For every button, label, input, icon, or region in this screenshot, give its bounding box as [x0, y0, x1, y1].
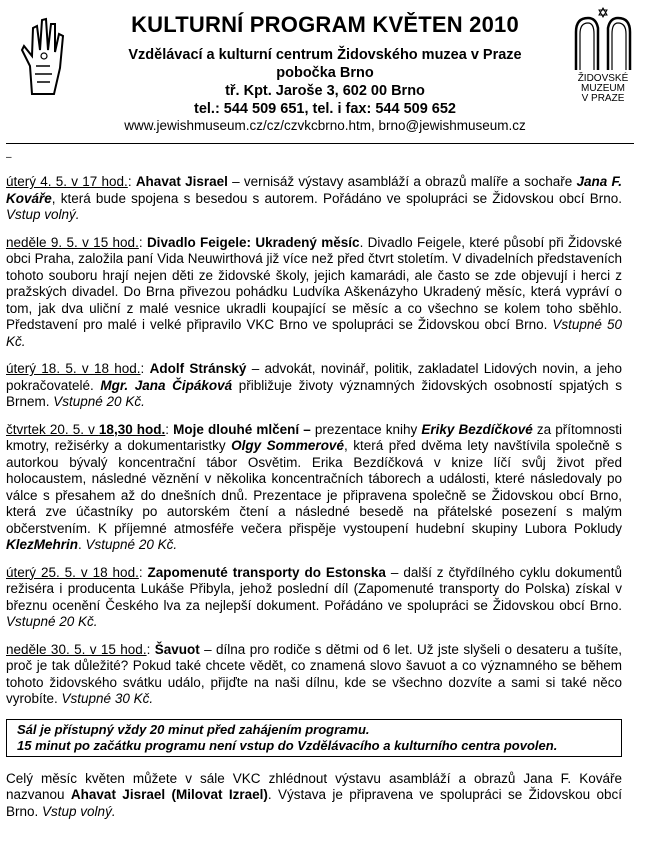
- event-text: prezentace knihy: [310, 421, 422, 437]
- access-notice-box: [6, 719, 622, 757]
- address: tř. Kpt. Jaroše 3, 602 00 Brno: [225, 83, 425, 99]
- event-person: Mgr. Jana Čipáková: [100, 377, 233, 393]
- notice-line: Sál je přístupný vždy 20 minut před zahájením programu.: [17, 721, 370, 737]
- event-text: – advokát, novinář, politik, zakladatel Lidových novin, a jeho pokračovatelé.: [6, 361, 622, 393]
- event-text: přibližuje životy významných židovských osobností spjatých s Brnem.: [6, 377, 622, 409]
- event-title: Šavuot: [154, 641, 200, 657]
- event-title: Zapomenuté transporty do Estonska: [147, 564, 386, 580]
- event-entry: Vstupné 30 Kč.: [61, 691, 154, 706]
- hand-logo-icon: [6, 6, 76, 98]
- page-header: [0, 0, 650, 140]
- center-name: Vzdělávací a kulturní centrum Židovského muzea v Praze: [128, 47, 522, 63]
- logo-line-2: MUZEUM: [581, 83, 625, 94]
- page-title: KULTURNÍ PROGRAM KVĚTEN 2010: [131, 12, 519, 37]
- event-title: Adolf Stránský: [149, 361, 247, 376]
- closing-text: Celý měsíc květen můžete v sále VKC zhlédnout výstavu asambláží a obrazů Jana F. Kováře nazvanou: [6, 770, 622, 802]
- event-date: úterý 18. 5. v 18 hod.: [6, 361, 141, 376]
- event-entry: Vstupné 20 Kč.: [53, 394, 145, 409]
- jewish-museum-logo-icon: [566, 4, 640, 102]
- center-address-block: [90, 46, 560, 118]
- event-date-day: čtvrtek 20. 5. v: [6, 421, 99, 437]
- event-date: [6, 422, 165, 437]
- program-content: [6, 174, 622, 831]
- event-item: úterý 18. 5. v 18 hod.: Adolf Stránský – advokát, novinář, politik, zakladatel Lidových novin, a jeho pokračovatelé. Mgr. Jana Čipáková přibližuje životy významných židovských osobností spjatých s Brnem. Vstupné 20 Kč.: [6, 361, 622, 409]
- event-text: .: [78, 537, 86, 552]
- event-director: Olgy Sommerové: [231, 438, 344, 453]
- event-text: – dílna pro rodiče s dětmi od 6 let. Už jste slyšeli o desateru a tušíte, proč je tak důležité? Pokud také chcete vědět, co znamená slovo šavuot a co významného se během tohoto židovského svátku událo, přijďte na naši dílnu, kde se všechno dozvíte a sami si také něco vyrobíte.: [6, 641, 622, 706]
- event-item: neděle 9. 5. v 15 hod.: Divadlo Feigele: Ukradený měsíc. Divadlo Feigele, které působí při Židovské obci Praha, založila paní Vida Neuwirthová již více než před čtvrt stoletím. V divadelních představeních tohoto souboru hrají nejen děti ze židovské školy, jejich kamarádi, ale často se zde objevují i herci z pražských divadel. Do Brna přivezou pohádku Ludvíka Aškenázyho Ukradený měsíc, která vypráví o tom, jak dva uliční z malé vesnice ukradli koupající se měsíc a co všechno se kolem toho sběhlo. Představení pro malé i velké připravilo VKC Brno ve spolupráci se Židovskou obcí Brno. Vstupné 50 Kč.: [6, 234, 622, 349]
- event-item: čtvrtek 20. 5. v 18,30 hod.: Moje dlouhé mlčení – prezentace knihy Eriky Bezdíčkové za přítomnosti kmotry, režisérky a dokumentaristky Olgy Sommerové, která před dvěma lety navštívila společně s autorkou bývalý koncentrační tábor Osvětim. Erika Bezdíčková v knize líčí svůj život před holocaustem, následné věznění v několika koncentračních táborech a události, které následovaly po válce s přesahem až do dnešních dnů. Prezentace je připravena společně se Židovskou obcí Brno, která zve účastníky po autorském čtení a následné besedě na přátelské posezení s malým občerstvením. K příjemné atmosféře večera přispěje vystoupení hudební skupiny Lubora Pokludy KlezMehrin. Vstupné 20 Kč.: [6, 421, 622, 552]
- event-date-time: 18,30 hod.: [98, 421, 166, 437]
- event-item: úterý 25. 5. v 18 hod.: Zapomenuté transporty do Estonska – další z čtyřdílného cyklu dokumentů režiséra i producenta Lukáše Přibyla, jehož poslední díl (Zapomenuté transporty do Polska) získal v březnu ocenění Českého lva za nejlepší dokument. Pořádáno ve spolupráci se Židovskou obcí Brno. Vstupné 20 Kč.: [6, 564, 622, 629]
- branch-name: pobočka Brno: [276, 65, 374, 81]
- event-date: neděle 9. 5. v 15 hod.: [6, 234, 139, 250]
- event-text: za přítomnosti kmotry, režisérky a dokumentaristky: [6, 421, 622, 453]
- small-dash-marker: –: [6, 152, 12, 163]
- logo-line-3: V PRAZE: [581, 93, 625, 102]
- event-title: Moje dlouhé mlčení –: [173, 421, 311, 437]
- event-date: úterý 4. 5. v 17 hod.: [6, 174, 128, 189]
- event-item: neděle 30. 5. v 15 hod.: Šavuot – dílna pro rodiče s dětmi od 6 let. Už jste slyšeli o desateru a tušíte, proč je tak důležité? Pokud také chcete vědět, co znamená slovo šavuot a co významného se během tohoto židovského svátku událo, přijďte na naši dílnu, kde se všechno dozvíte a sami si také něco vyrobíte. Vstupné 30 Kč.: [6, 641, 622, 706]
- event-text: – vernisáž výstavy asambláží a obrazů malíře a sochaře: [227, 174, 577, 189]
- event-date: úterý 25. 5. v 18 hod.: [6, 564, 139, 580]
- closing-text: . Výstava je připravena ve spolupráci se Židovskou obcí Brno.: [6, 787, 622, 819]
- web-and-email[interactable]: www.jewishmuseum.cz/cz/czvkcbrno.htm, brno@jewishmuseum.cz: [124, 118, 526, 133]
- event-text: . Divadlo Feigele, které působí při Židovské obci Praha, založila paní Vida Neuwirthová již více než před čtvrt stoletím. V divadelních představeních tohoto souboru hrají nejen děti ze židovské školy, jejich kamarádi, ale často se zde objevují i herci z pražských divadel. Do Brna přivezou pohádku Ludvíka Aškenázyho Ukradený měsíc, která vypráví o tom, jak dva uliční z malé vesnice ukradli koupající se měsíc a co všechno se kolem toho sběhlo. Představení pro malé i velké připravilo VKC Brno ve spolupráci se Židovskou obcí Brno.: [6, 234, 622, 332]
- exhibition-title: Ahavat Jisrael (Milovat Izrael): [70, 787, 268, 802]
- event-author: Eriky Bezdíčkové: [421, 421, 533, 437]
- event-entry: Vstupné 20 Kč.: [6, 614, 98, 629]
- event-entry: Vstupné 50 Kč.: [6, 317, 622, 349]
- closing-paragraph: [6, 771, 622, 821]
- notice-line: 15 minut po začátku programu není vstup do Vzdělávacího a kulturního centra povolen.: [17, 737, 558, 753]
- logo-line-1: ŽIDOVSKÉ: [577, 73, 629, 84]
- event-text: , která před dvěma lety navštívila společně s autorkou bývalý koncentrační tábor Osvětim. Erika Bezdíčková v knize líčí svůj život před holocaustem, následné věznění v několika koncentračních táborech a události, které následovaly po válce s přesahem až do dnešních dnů. Prezentace je připravena společně se Židovskou obcí Brno, která zve účastníky po autorském čtení a následné besedě na přátelské posezení s malým občerstvením. K příjemné atmosféře večera přispěje vystoupení hudební skupiny Lubora Pokludy: [6, 438, 622, 536]
- event-band: KlezMehrin: [6, 537, 79, 552]
- event-item: úterý 4. 5. v 17 hod.: Ahavat Jisrael – vernisáž výstavy asambláží a obrazů malíře a sochaře Jana F. Kováře, která bude spojena s besedou s autorem. Pořádáno ve spolupráci se Židovskou obcí Brno. Vstup volný.: [6, 174, 623, 222]
- event-text: – další z čtyřdílného cyklu dokumentů režiséra i producenta Lukáše Přibyla, jehož poslední díl (Zapomenuté transporty do Polska) získal v březnu ocenění Českého lva za nejlepší dokument. Pořádáno ve spolupráci se Židovskou obcí Brno.: [6, 564, 622, 613]
- event-text: , která bude spojena s besedou s autorem. Pořádáno ve spolupráci se Židovskou obcí Brno.: [51, 190, 622, 206]
- event-person: Jana F. Kováře: [6, 174, 623, 206]
- event-entry: Vstup volný.: [6, 207, 80, 222]
- event-entry: Vstupné 20 Kč.: [85, 537, 178, 552]
- event-title: Divadlo Feigele: Ukradený měsíc: [146, 234, 360, 250]
- event-date: neděle 30. 5. v 15 hod.: [6, 641, 147, 657]
- event-title: Ahavat Jisrael: [135, 174, 228, 189]
- closing-entry: Vstup volný.: [42, 803, 116, 819]
- header-divider: [6, 143, 634, 144]
- phone: tel.: 544 509 651, tel. i fax: 544 509 652: [194, 101, 456, 117]
